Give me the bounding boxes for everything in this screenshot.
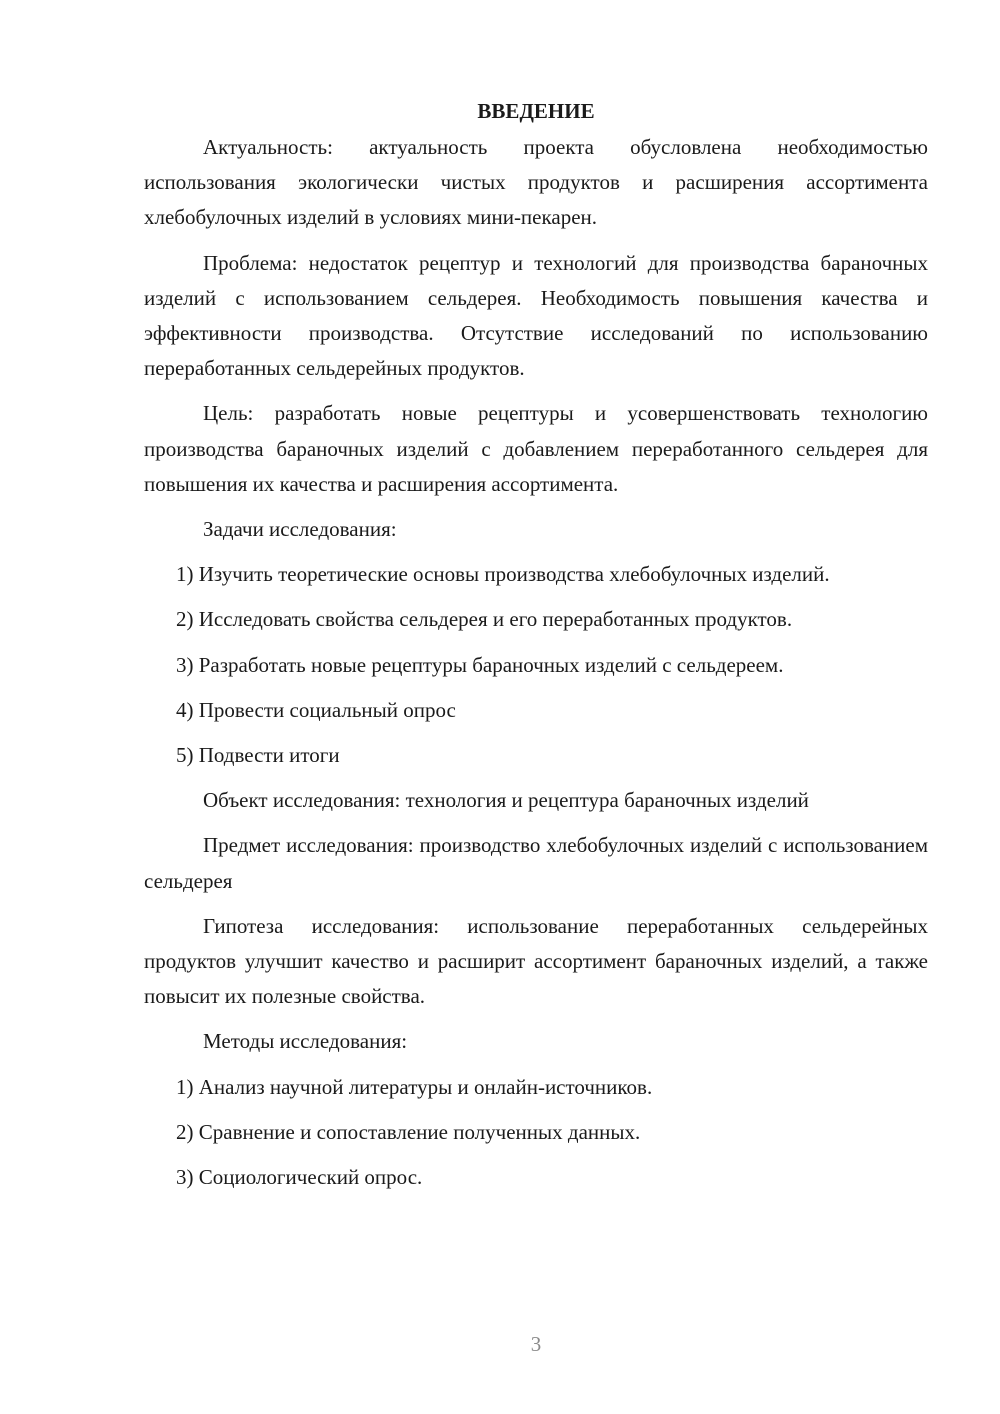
task-item: 5) Подвести итоги: [176, 743, 340, 768]
task-item: 1) Изучить теоретические основы производства хлебобулочных изделий.: [176, 562, 830, 587]
object-paragraph: Объект исследования: технология и рецептура бараночных изделий: [203, 788, 809, 813]
method-item: 2) Сравнение и сопоставление полученных данных.: [176, 1119, 641, 1144]
hypothesis-paragraph: Гипотеза исследования: использование переработанных сельдерейных продуктов улучшит качество и расширит ассортимент бараночных изделий, а также повысит их полезные свойства.: [144, 913, 928, 1009]
task-item: 3) Разработать новые рецептуры бараночных изделий с сельдереем.: [176, 652, 784, 677]
page-number: 3: [530, 1332, 542, 1356]
subject-paragraph: Предмет исследования: производство хлебобулочных изделий с использованием сельдерея: [144, 833, 928, 893]
problem-paragraph: Проблема: недостаток рецептур и технологий для производства бараночных изделий с использованием сельдерея. Необходимость повышения качества и эффективности производства. Отсутствие исследований по использованию переработанных сельдерейных продуктов.: [144, 250, 928, 381]
document-page: [144, 96, 928, 1205]
task-item: 2) Исследовать свойства сельдерея и его переработанных продуктов.: [176, 607, 793, 632]
document-title: ВВЕДЕНИЕ: [477, 99, 595, 123]
task-item: 4) Провести социальный опрос: [176, 697, 456, 722]
tasks-heading: Задачи исследования:: [203, 517, 397, 542]
methods-heading: Методы исследования:: [203, 1029, 408, 1054]
relevance-paragraph: Актуальность: актуальность проекта обусловлена необходимостью использования экологически чистых продуктов и расширения ассортимента хлебобулочных изделий в условиях мини-пекарен.: [144, 135, 928, 230]
method-item: 1) Анализ научной литературы и онлайн-источников.: [176, 1074, 653, 1099]
method-item: 3) Социологический опрос.: [176, 1165, 423, 1190]
goal-paragraph: Цель: разработать новые рецептуры и усовершенствовать технологию производства бараночных изделий с добавлением переработанного сельдерея для повышения их качества и расширения ассортимента.: [144, 401, 928, 496]
